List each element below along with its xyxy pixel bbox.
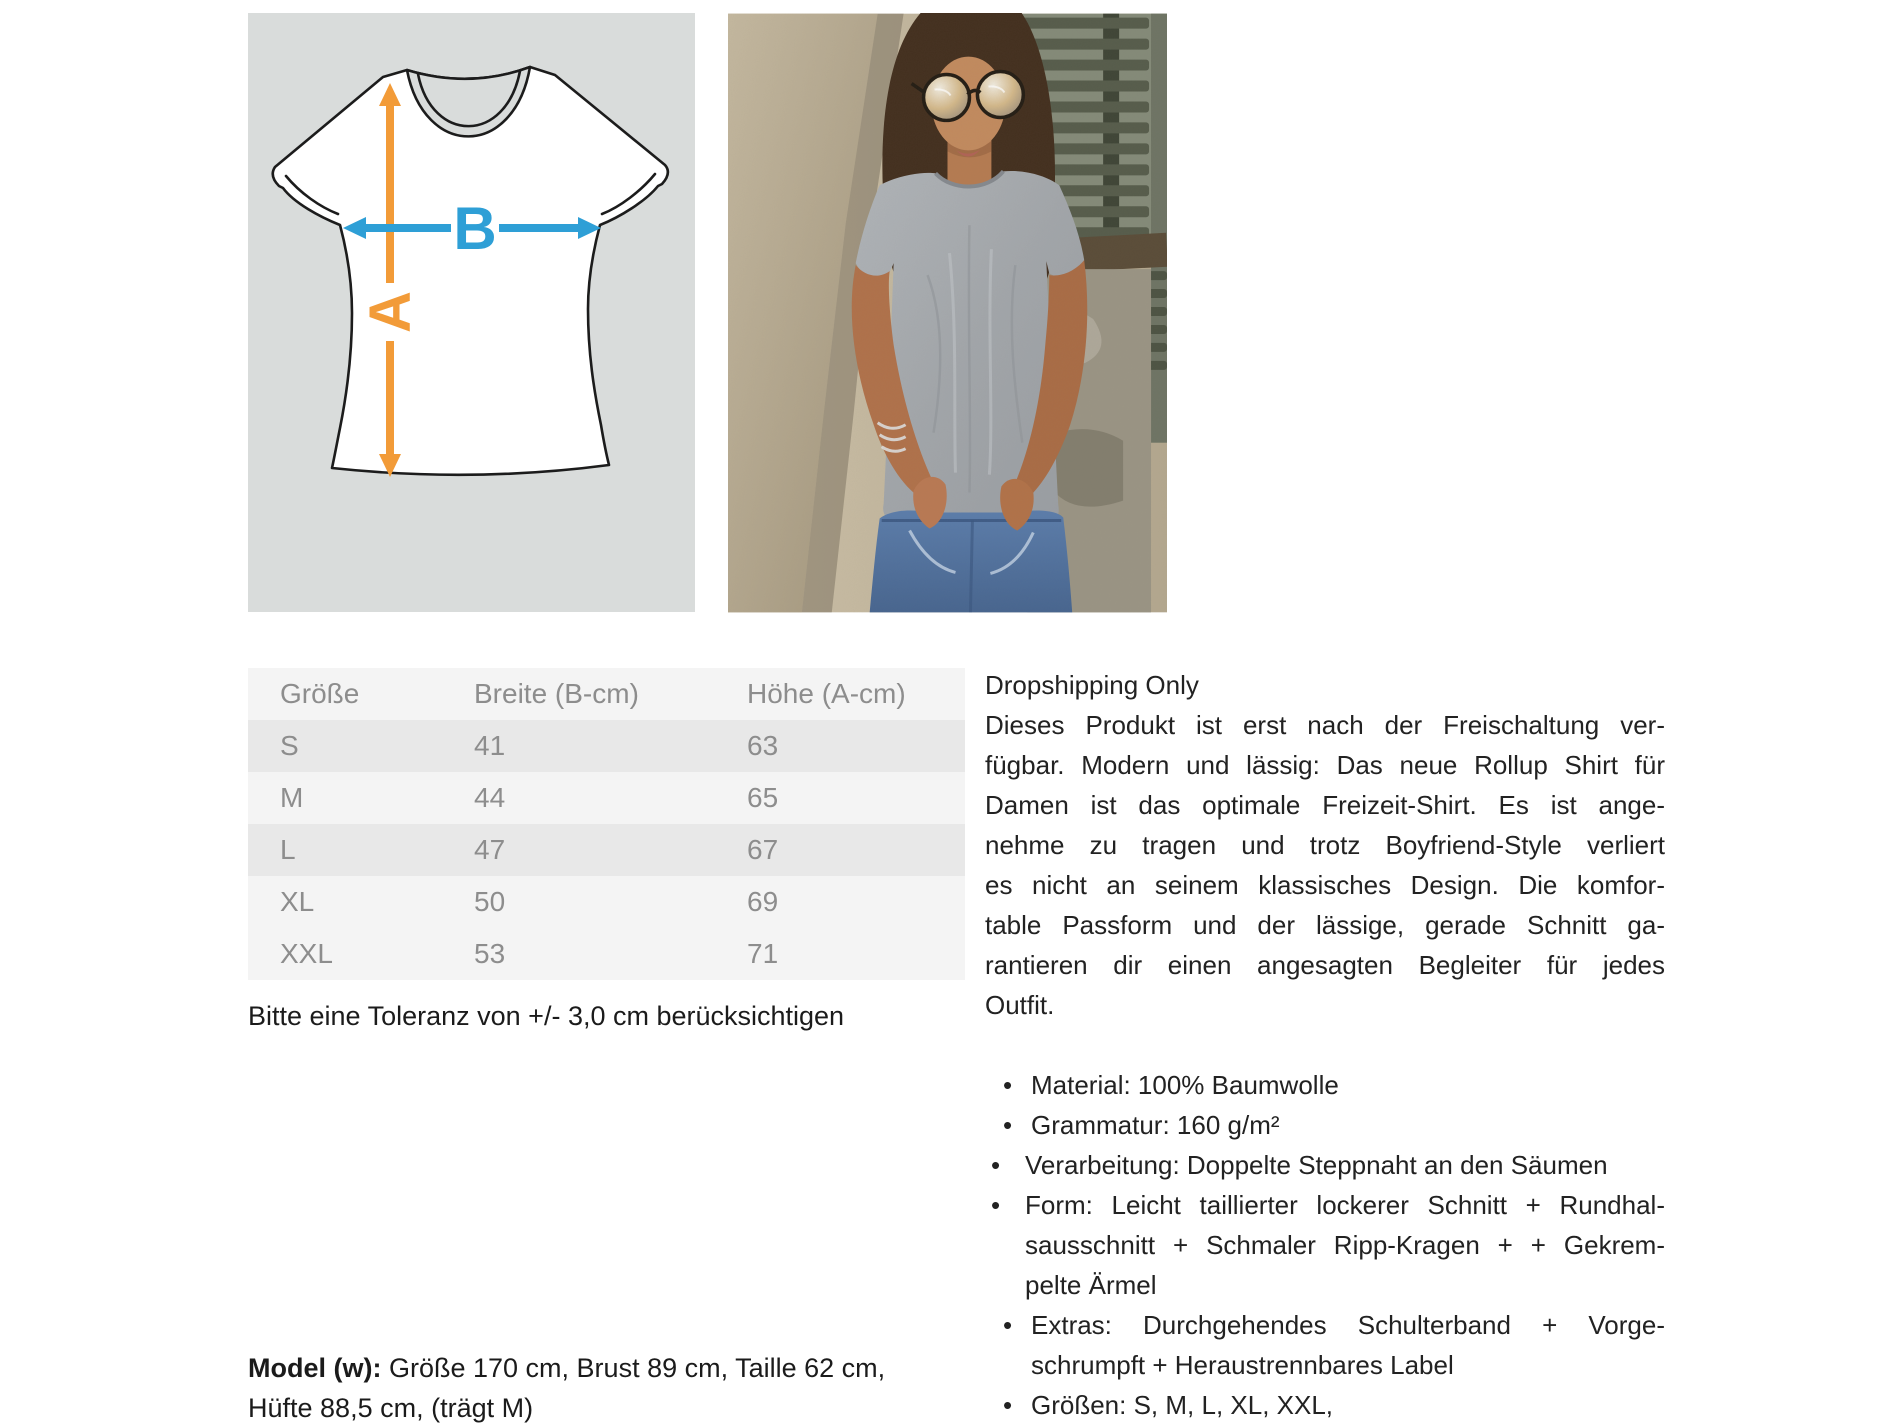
size-table-cell: L — [280, 834, 296, 865]
size-table-cell: 67 — [747, 834, 779, 865]
size-table-cell: 53 — [474, 938, 506, 969]
model-photo — [728, 13, 1167, 613]
size-table-row — [248, 772, 965, 824]
description-text-line: fügbar. Modern und lässig: Das neue Rollup Shirt für — [985, 750, 1665, 780]
attribute-list-item — [985, 1145, 1665, 1185]
description-text-line: Dieses Produkt ist erst nach der Freischaltung ver- — [985, 710, 1665, 740]
size-table-column-header: Breite (B-cm) — [474, 678, 639, 709]
size-table-row — [248, 720, 965, 772]
model-photo-svg — [728, 13, 1167, 613]
tolerance-note: Bitte eine Toleranz von +/- 3,0 cm berücksichtigen — [248, 1001, 845, 1031]
description-text-line: Outfit. — [985, 990, 1055, 1020]
size-table-cell: 71 — [747, 938, 779, 969]
tshirt-diagram-svg — [248, 13, 695, 612]
size-table-cell: 47 — [474, 834, 506, 865]
description-text-line: table Passform und der lässige, gerade Schnitt ga- — [985, 910, 1665, 940]
size-table-cell: 50 — [474, 886, 506, 917]
model-info — [248, 1348, 1028, 1425]
size-table-cell: XXL — [280, 938, 333, 969]
attribute-text-line: Größen: S, M, L, XL, XXL, — [1031, 1390, 1334, 1420]
description-text-line: es nicht an seinem klassisches Design. Die komfor- — [985, 870, 1665, 900]
size-table-cell: S — [280, 730, 299, 761]
size-table-header-row — [248, 668, 965, 720]
attribute-text-line: Material: 100% Baumwolle — [1031, 1070, 1339, 1100]
size-table-cell: 41 — [474, 730, 506, 761]
model-info-measurements: Größe 170 cm, Brust 89 cm, Taille 62 cm, — [381, 1353, 886, 1383]
attribute-list-item — [985, 1065, 1665, 1105]
bullet-icon: • — [1003, 1390, 1013, 1420]
size-table-cell: 69 — [747, 886, 779, 917]
attribute-list-item — [985, 1105, 1665, 1145]
bullet-icon: • — [1003, 1110, 1013, 1140]
bullet-icon: • — [991, 1150, 1001, 1180]
product-description — [985, 665, 1665, 1425]
model-info-line2: Hüfte 88,5 cm, (trägt M) — [248, 1393, 534, 1423]
attribute-list-item — [985, 1385, 1665, 1425]
bullet-icon: • — [1003, 1310, 1013, 1340]
attribute-text-line: Verarbeitung: Doppelte Steppnaht an den Säumen — [1025, 1150, 1608, 1180]
attribute-text-line: Form: Leicht taillierter lockerer Schnitt + Rundhal- — [1025, 1190, 1665, 1220]
attribute-text-line: Grammatur: 160 g/m² — [1031, 1110, 1280, 1140]
model-info-label: Model (w): — [248, 1353, 382, 1383]
description-text-line: Damen ist das optimale Freizeit-Shirt. Es ist ange- — [985, 790, 1665, 820]
product-attributes-list — [985, 1065, 1665, 1425]
attribute-text-line: pelte Ärmel — [1025, 1270, 1157, 1300]
description-title: Dropshipping Only — [985, 670, 1199, 700]
attribute-text-line: schrumpft + Heraustrennbares Label — [1031, 1350, 1454, 1380]
size-table-cell: XL — [280, 886, 315, 917]
description-text-line: rantieren dir einen angesagten Begleiter für jedes — [985, 950, 1665, 980]
size-table-column-header: Höhe (A-cm) — [747, 678, 906, 709]
description-paragraph — [985, 705, 1665, 1025]
size-table-row — [248, 876, 965, 928]
label-a: A — [358, 291, 423, 333]
size-table-column-header: Größe — [280, 678, 360, 709]
size-table-cell: 65 — [747, 782, 779, 813]
size-table-row — [248, 824, 965, 876]
attribute-list-item — [985, 1305, 1665, 1385]
model-info-line1 — [248, 1348, 1028, 1388]
size-table-cell: 63 — [747, 730, 779, 761]
attribute-list-item — [985, 1185, 1665, 1305]
size-table-cell: 44 — [474, 782, 506, 813]
size-table-row — [248, 928, 965, 980]
label-b: B — [453, 195, 497, 262]
size-diagram — [248, 13, 695, 612]
bullet-icon: • — [991, 1190, 1001, 1220]
size-table-cell: M — [280, 782, 304, 813]
size-table — [248, 668, 965, 980]
bullet-icon: • — [1003, 1070, 1013, 1100]
attribute-text-line: Extras: Durchgehendes Schulterband + Vorge- — [1031, 1310, 1665, 1340]
photo-grain-overlay — [728, 14, 1167, 613]
description-text-line: nehme zu tragen und trotz Boyfriend-Style verliert — [985, 830, 1665, 860]
attribute-text-line: sausschnitt + Schmaler Ripp-Kragen + + Gekrem- — [1025, 1230, 1665, 1260]
